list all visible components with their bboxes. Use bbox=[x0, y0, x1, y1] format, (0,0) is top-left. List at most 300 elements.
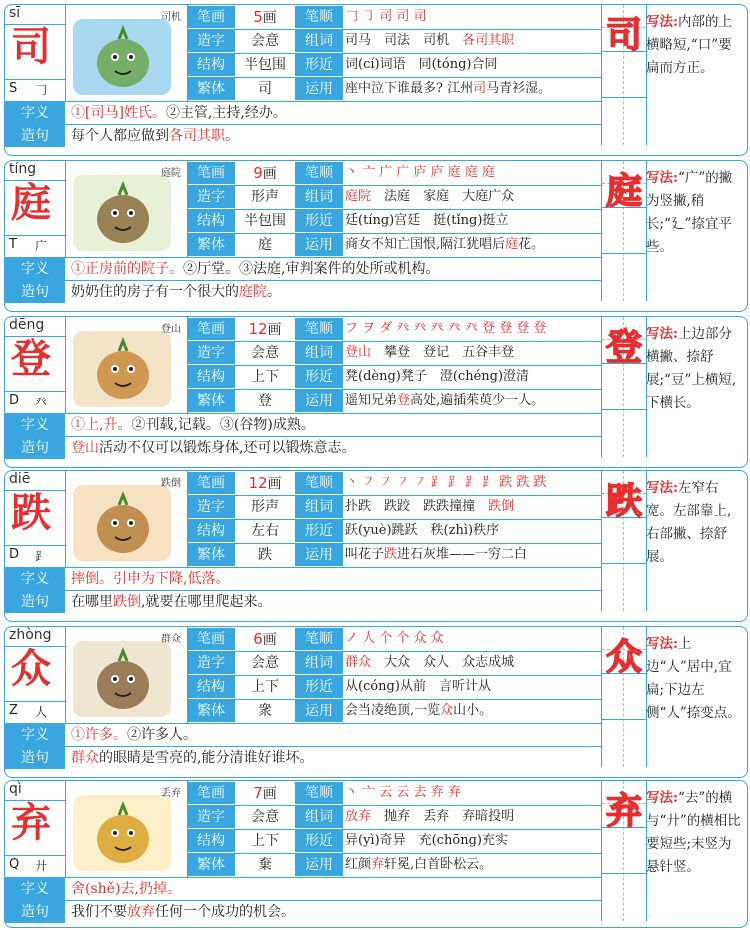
word: 大庭广众 bbox=[462, 189, 515, 204]
writing-text: 左窄右宽。左部靠上,右部撇、捺舒展。 bbox=[646, 480, 732, 565]
char-header bbox=[5, 471, 66, 567]
label-writing: 写法: bbox=[646, 636, 678, 652]
usage-highlight: 跌 bbox=[384, 547, 398, 562]
word-highlight: 放弃 bbox=[345, 809, 372, 824]
info-row bbox=[187, 365, 601, 390]
label-fanti: 繁体 bbox=[187, 390, 235, 412]
usage-highlight: 登 bbox=[397, 393, 411, 408]
char-header bbox=[5, 317, 66, 413]
value-jiegou: 半包围 bbox=[244, 57, 286, 73]
radical: ⻊ bbox=[35, 549, 48, 563]
sentence-row bbox=[5, 436, 601, 459]
sentence-text bbox=[71, 747, 313, 769]
sentence-row bbox=[5, 900, 601, 923]
value-fanti: 庭 bbox=[258, 237, 272, 253]
tracing-grid bbox=[601, 627, 647, 767]
meaning-rest: ②厅堂。③法庭,审判案件的处所或机构。 bbox=[183, 261, 440, 277]
label-sentence: 造句 bbox=[5, 125, 65, 147]
label-yunyong: 运用 bbox=[295, 390, 343, 412]
value-jiegou: 上下 bbox=[251, 833, 279, 849]
sentence-b: 。 bbox=[225, 128, 239, 144]
label-jiegou: 结构 bbox=[187, 210, 235, 232]
illustration bbox=[65, 5, 188, 101]
sentence-a: 我们不要 bbox=[71, 904, 127, 920]
illustration-caption: 群众 bbox=[161, 634, 181, 645]
value-zuci bbox=[345, 29, 601, 53]
word-highlight: 登山 bbox=[345, 345, 372, 360]
value-bishun: ノ 人 个 个 众 众 bbox=[345, 631, 444, 646]
outline-char: 登 bbox=[605, 327, 642, 368]
char-card bbox=[4, 780, 748, 928]
value-xingjin: 跃(yuè)跳跃 秩(zhì)秩序 bbox=[345, 523, 500, 538]
value-fanti: 衆 bbox=[258, 703, 272, 719]
info-row bbox=[187, 675, 601, 700]
meaning-highlight: ①正房前的院子。 bbox=[71, 261, 183, 277]
word: 跌跤 bbox=[384, 499, 411, 514]
value-zuci bbox=[345, 495, 601, 519]
tracing-grid bbox=[601, 471, 647, 611]
stroke-unit: 画 bbox=[267, 476, 282, 492]
usage-a: 座中泣下谁最多? 江州 bbox=[345, 81, 474, 96]
pinyin: qì bbox=[9, 781, 22, 797]
stroke-count: 5 bbox=[253, 8, 263, 26]
value-bihua bbox=[237, 781, 293, 805]
label-zuci: 组词 bbox=[295, 806, 343, 828]
word: 跌跌撞撞 bbox=[423, 499, 476, 514]
tracing-grid bbox=[601, 317, 647, 457]
meaning-row bbox=[5, 257, 601, 280]
word: 丢弃 bbox=[423, 809, 450, 824]
word-highlight: 跌倒 bbox=[488, 499, 515, 514]
value-fanti: 登 bbox=[258, 393, 272, 409]
stroke-unit: 画 bbox=[262, 10, 277, 26]
info-row bbox=[187, 317, 601, 342]
radical: 癶 bbox=[35, 395, 48, 409]
value-fanti: 跌 bbox=[258, 547, 272, 563]
meaning-row bbox=[5, 567, 601, 590]
label-zuci: 组词 bbox=[295, 186, 343, 208]
usage-a: 会当凌绝顶,一览 bbox=[345, 703, 441, 718]
char-header bbox=[5, 5, 66, 101]
outline-char: 众 bbox=[605, 637, 642, 678]
value-yunyong bbox=[345, 77, 601, 101]
tracing-grid bbox=[601, 781, 647, 921]
sentence-row bbox=[5, 124, 601, 147]
value-zuci bbox=[345, 651, 601, 675]
writing-tip bbox=[646, 477, 744, 569]
label-writing: 写法: bbox=[646, 14, 678, 30]
label-zaozi: 造字 bbox=[187, 652, 235, 674]
index-letter: S bbox=[9, 81, 18, 96]
writing-text: 上边部分横撇、捺舒展;“豆”上横短,下横长。 bbox=[646, 326, 737, 411]
word: 弃暗投明 bbox=[462, 809, 515, 824]
sentence-highlight: 登山 bbox=[71, 440, 99, 456]
illustration-caption: 司机 bbox=[161, 12, 181, 23]
word: 扑跌 bbox=[345, 499, 372, 514]
info-row bbox=[187, 495, 601, 520]
char-glyph: 司 bbox=[11, 23, 51, 70]
label-writing: 写法: bbox=[646, 480, 678, 496]
meaning-rest: ②许多人。 bbox=[127, 727, 197, 743]
label-yunyong: 运用 bbox=[295, 234, 343, 256]
char-glyph: 登 bbox=[11, 335, 51, 382]
meaning-highlight: 摔倒。引申为下降,低落。 bbox=[71, 571, 230, 587]
label-bihua: 笔画 bbox=[187, 6, 235, 28]
pinyin: sī bbox=[9, 5, 21, 21]
info-row bbox=[187, 853, 601, 878]
label-xingjin: 形近 bbox=[295, 54, 343, 76]
stroke-count: 7 bbox=[253, 784, 263, 802]
sentence-highlight: 各司其职 bbox=[169, 128, 225, 144]
label-zuci: 组词 bbox=[295, 496, 343, 518]
usage-a: 商女不知亡国恨,隔江犹唱后 bbox=[345, 237, 506, 252]
sentence-highlight: 群众 bbox=[71, 750, 99, 766]
sentence-a: 奶奶住的房子有一个很大的 bbox=[71, 284, 239, 300]
meaning-rest: ②刊载,记载。③(谷物)成熟。 bbox=[131, 417, 315, 433]
word: 众人 bbox=[423, 655, 450, 670]
writing-text: “去”的横与“廾”的横相比要短些;末竖为悬针竖。 bbox=[646, 790, 741, 875]
meaning-rest: ②主管,主持,经办。 bbox=[165, 105, 287, 121]
word: 法庭 bbox=[384, 189, 411, 204]
info-row bbox=[187, 699, 601, 724]
value-yunyong bbox=[345, 389, 601, 413]
word: 众志成城 bbox=[462, 655, 515, 670]
meaning-row bbox=[5, 101, 601, 124]
outline-char: 庭 bbox=[605, 171, 642, 212]
sentence-text bbox=[71, 281, 281, 303]
value-zuci bbox=[345, 341, 601, 365]
info-row bbox=[187, 209, 601, 234]
value-jiegou: 上下 bbox=[251, 369, 279, 385]
char-card bbox=[4, 470, 748, 622]
label-zaozi: 造字 bbox=[187, 496, 235, 518]
illustration-caption: 跌倒 bbox=[161, 478, 181, 489]
label-meaning: 字义 bbox=[5, 102, 65, 124]
sentence-text bbox=[71, 437, 355, 459]
value-yunyong bbox=[345, 543, 601, 567]
sentence-b: ,就要在哪里爬起来。 bbox=[141, 594, 272, 610]
word: 登记 bbox=[423, 345, 450, 360]
writing-tip bbox=[646, 167, 744, 259]
value-xingjin: 词(cí)词语 同(tóng)合同 bbox=[345, 57, 498, 72]
label-bihua: 笔画 bbox=[187, 782, 235, 804]
radical: 广 bbox=[35, 239, 48, 253]
stroke-unit: 画 bbox=[262, 166, 277, 182]
value-fanti: 司 bbox=[258, 81, 272, 97]
info-row bbox=[187, 519, 601, 544]
word: 司马 bbox=[345, 33, 372, 48]
info-grid bbox=[187, 627, 601, 723]
index-letter: Z bbox=[9, 703, 18, 718]
pinyin: tíng bbox=[9, 161, 37, 177]
meaning-row bbox=[5, 723, 601, 746]
label-xingjin: 形近 bbox=[295, 830, 343, 852]
meaning-row bbox=[5, 413, 601, 436]
label-yunyong: 运用 bbox=[295, 544, 343, 566]
writing-text: 上边“人”居中,宜扁;下边左侧“人”捺变点。 bbox=[646, 636, 741, 721]
value-zuci bbox=[345, 805, 601, 829]
label-zuci: 组词 bbox=[295, 652, 343, 674]
meaning-text bbox=[71, 878, 181, 900]
label-bishun: 笔顺 bbox=[295, 162, 343, 184]
tracing-grid bbox=[601, 5, 647, 145]
info-row bbox=[187, 77, 601, 102]
sentence-text bbox=[71, 901, 295, 923]
sentence-b: 的眼睛是雪亮的,能分清谁好谁坏。 bbox=[99, 750, 314, 766]
label-meaning: 字义 bbox=[5, 724, 65, 746]
value-bihua bbox=[237, 5, 293, 29]
meaning-text bbox=[71, 724, 197, 746]
meaning-row bbox=[5, 877, 601, 900]
usage-b: 山小。 bbox=[453, 703, 493, 718]
stroke-unit: 画 bbox=[262, 786, 277, 802]
label-bihua: 笔画 bbox=[187, 318, 235, 340]
char-card bbox=[4, 626, 748, 778]
value-zaozi: 形声 bbox=[251, 189, 279, 205]
sentence-row bbox=[5, 280, 601, 303]
value-jiegou: 上下 bbox=[251, 679, 279, 695]
usage-a: 红颜 bbox=[345, 857, 372, 872]
value-bishun: 𠃌 ㇆ 司 司 司 bbox=[345, 9, 427, 24]
word: 家庭 bbox=[423, 189, 450, 204]
index-letter: Q bbox=[9, 857, 20, 872]
illustration-caption: 庭院 bbox=[161, 168, 181, 179]
char-glyph: 众 bbox=[11, 645, 51, 692]
label-bihua: 笔画 bbox=[187, 472, 235, 494]
value-jiegou: 半包围 bbox=[244, 213, 286, 229]
info-row bbox=[187, 53, 601, 78]
sentence-highlight: 放弃 bbox=[127, 904, 155, 920]
illustration bbox=[65, 161, 188, 257]
outline-char: 跌 bbox=[605, 481, 642, 522]
info-grid bbox=[187, 161, 601, 257]
stroke-count: 9 bbox=[253, 164, 263, 182]
value-bishun: フ ヲ ダ 癶 癶 癶 癶 癶 登 登 登 登 bbox=[345, 321, 547, 336]
label-writing: 写法: bbox=[646, 790, 678, 806]
radical: 𠃌 bbox=[35, 83, 48, 97]
illustration-caption: 丢弃 bbox=[161, 788, 181, 799]
sentence-b: 任何一个成功的机会。 bbox=[155, 904, 295, 920]
pinyin: diē bbox=[9, 471, 31, 487]
info-grid bbox=[187, 5, 601, 101]
sentence-highlight: 跌倒 bbox=[113, 594, 141, 610]
label-xingjin: 形近 bbox=[295, 210, 343, 232]
label-fanti: 繁体 bbox=[187, 234, 235, 256]
sentence-row bbox=[5, 590, 601, 613]
usage-highlight: 司 bbox=[473, 81, 487, 96]
info-grid bbox=[187, 317, 601, 413]
usage-a: 叫花子 bbox=[345, 547, 385, 562]
meaning-text bbox=[71, 568, 229, 590]
info-row bbox=[187, 651, 601, 676]
info-row bbox=[187, 781, 601, 806]
label-meaning: 字义 bbox=[5, 258, 65, 280]
usage-b: 马青衫湿。 bbox=[486, 81, 552, 96]
label-sentence: 造句 bbox=[5, 437, 65, 459]
word: 司法 bbox=[384, 33, 411, 48]
outline-char: 弃 bbox=[605, 791, 642, 832]
writing-tip bbox=[646, 633, 744, 725]
value-xingjin: 异(yì)奇异 充(chōng)充实 bbox=[345, 833, 508, 848]
label-yunyong: 运用 bbox=[295, 700, 343, 722]
illustration bbox=[65, 781, 188, 877]
label-fanti: 繁体 bbox=[187, 700, 235, 722]
usage-highlight: 弃 bbox=[371, 857, 385, 872]
label-bishun: 笔顺 bbox=[295, 782, 343, 804]
radical: 人 bbox=[35, 705, 48, 719]
writing-tip bbox=[646, 11, 744, 80]
illustration bbox=[65, 317, 188, 413]
value-zaozi: 会意 bbox=[251, 809, 279, 825]
usage-b: 花。 bbox=[518, 237, 545, 252]
radical: 廾 bbox=[35, 859, 48, 873]
value-xingjin: 从(cóng)从前 言听计从 bbox=[345, 679, 491, 694]
char-card bbox=[4, 316, 748, 468]
info-grid bbox=[187, 471, 601, 567]
info-row bbox=[187, 29, 601, 54]
meaning-highlight: ①上,升。 bbox=[71, 417, 132, 433]
char-card bbox=[4, 160, 748, 312]
tracing-grid bbox=[601, 161, 647, 301]
info-row bbox=[187, 185, 601, 210]
label-zuci: 组词 bbox=[295, 342, 343, 364]
info-row bbox=[187, 805, 601, 830]
label-fanti: 繁体 bbox=[187, 78, 235, 100]
index-letter: D bbox=[9, 547, 20, 562]
value-bihua bbox=[237, 317, 293, 341]
stroke-count: 6 bbox=[253, 630, 263, 648]
index-letter: T bbox=[9, 237, 17, 252]
value-bihua bbox=[237, 161, 293, 185]
sentence-b: 。 bbox=[267, 284, 281, 300]
word-highlight: 群众 bbox=[345, 655, 372, 670]
value-zaozi: 形声 bbox=[251, 499, 279, 515]
usage-highlight: 庭 bbox=[505, 237, 519, 252]
illustration bbox=[65, 471, 188, 567]
label-bihua: 笔画 bbox=[187, 628, 235, 650]
label-writing: 写法: bbox=[646, 326, 678, 342]
pinyin: zhòng bbox=[9, 627, 52, 643]
index-letter: D bbox=[9, 393, 20, 408]
value-zaozi: 会意 bbox=[251, 655, 279, 671]
info-row bbox=[187, 161, 601, 186]
label-sentence: 造句 bbox=[5, 591, 65, 613]
label-jiegou: 结构 bbox=[187, 830, 235, 852]
word: 大众 bbox=[384, 655, 411, 670]
value-jiegou: 左右 bbox=[251, 523, 279, 539]
value-bishun: 丶 亠 广 广 庐 庐 庭 庭 庭 bbox=[345, 165, 496, 180]
value-zaozi: 会意 bbox=[251, 345, 279, 361]
usage-b: 高处,遍插茱萸少一人。 bbox=[410, 393, 545, 408]
illustration bbox=[65, 627, 188, 723]
info-row bbox=[187, 543, 601, 568]
label-zaozi: 造字 bbox=[187, 30, 235, 52]
label-yunyong: 运用 bbox=[295, 854, 343, 876]
value-zuci bbox=[345, 185, 601, 209]
value-yunyong bbox=[345, 233, 601, 257]
char-glyph: 弃 bbox=[11, 799, 51, 846]
char-header bbox=[5, 781, 66, 877]
meaning-highlight: ①许多。 bbox=[71, 727, 127, 743]
usage-b: 进石灰堆——一穷二白 bbox=[397, 547, 528, 562]
sentence-text bbox=[71, 125, 239, 147]
word: 抛弃 bbox=[384, 809, 411, 824]
label-fanti: 繁体 bbox=[187, 854, 235, 876]
label-zaozi: 造字 bbox=[187, 806, 235, 828]
word-highlight: 庭院 bbox=[345, 189, 372, 204]
sentence-highlight: 庭院 bbox=[239, 284, 267, 300]
writing-tip bbox=[646, 323, 744, 415]
char-card bbox=[4, 4, 748, 156]
label-sentence: 造句 bbox=[5, 281, 65, 303]
label-bishun: 笔顺 bbox=[295, 628, 343, 650]
word-highlight: 各司其职 bbox=[462, 33, 515, 48]
value-bihua bbox=[237, 471, 293, 495]
label-writing: 写法: bbox=[646, 170, 678, 186]
info-row bbox=[187, 341, 601, 366]
value-xingjin: 廷(tíng)宫廷 挺(tǐng)挺立 bbox=[345, 213, 509, 228]
outline-char: 司 bbox=[605, 15, 642, 56]
usage-a: 遥知兄弟 bbox=[345, 393, 398, 408]
label-meaning: 字义 bbox=[5, 568, 65, 590]
writing-tip bbox=[646, 787, 744, 879]
char-glyph: 跌 bbox=[11, 489, 51, 536]
word: 攀登 bbox=[384, 345, 411, 360]
label-zaozi: 造字 bbox=[187, 342, 235, 364]
sentence-a: 在哪里 bbox=[71, 594, 113, 610]
value-zaozi: 会意 bbox=[251, 33, 279, 49]
info-row bbox=[187, 829, 601, 854]
label-bishun: 笔顺 bbox=[295, 318, 343, 340]
word: 五谷丰登 bbox=[462, 345, 515, 360]
info-row bbox=[187, 471, 601, 496]
info-grid bbox=[187, 781, 601, 877]
label-jiegou: 结构 bbox=[187, 520, 235, 542]
char-header bbox=[5, 627, 66, 723]
value-bishun: 丶 亠 云 云 去 弃 弃 bbox=[345, 785, 461, 800]
label-jiegou: 结构 bbox=[187, 54, 235, 76]
pinyin: dēng bbox=[9, 317, 45, 333]
stroke-count: 12 bbox=[248, 474, 268, 492]
value-bihua bbox=[237, 627, 293, 651]
stroke-unit: 画 bbox=[262, 632, 277, 648]
value-yunyong bbox=[345, 853, 601, 877]
char-header bbox=[5, 161, 66, 257]
sentence-text bbox=[71, 591, 271, 613]
label-xingjin: 形近 bbox=[295, 520, 343, 542]
meaning-text bbox=[71, 102, 287, 124]
label-jiegou: 结构 bbox=[187, 366, 235, 388]
value-bishun: 丶 ㇇ ㇇ ㇇ ㇇ ⻊ ⻊ ⻊ ⻊ 跌 跌 跌 bbox=[345, 475, 547, 490]
meaning-highlight: ①[司马]姓氏。 bbox=[71, 105, 166, 121]
usage-highlight: 众 bbox=[440, 703, 454, 718]
value-yunyong bbox=[345, 699, 601, 723]
usage-b: 轩冕,白首卧松云。 bbox=[384, 857, 493, 872]
label-bihua: 笔画 bbox=[187, 162, 235, 184]
meaning-highlight: 舍(shě)去,扔掉。 bbox=[71, 881, 181, 897]
stroke-count: 12 bbox=[248, 320, 268, 338]
illustration-caption: 登山 bbox=[161, 324, 181, 335]
info-row bbox=[187, 627, 601, 652]
label-sentence: 造句 bbox=[5, 747, 65, 769]
label-bishun: 笔顺 bbox=[295, 472, 343, 494]
sentence-b: 活动不仅可以锻炼身体,还可以锻炼意志。 bbox=[99, 440, 356, 456]
char-glyph: 庭 bbox=[11, 179, 51, 226]
label-sentence: 造句 bbox=[5, 901, 65, 923]
stroke-unit: 画 bbox=[267, 322, 282, 338]
label-yunyong: 运用 bbox=[295, 78, 343, 100]
label-jiegou: 结构 bbox=[187, 676, 235, 698]
